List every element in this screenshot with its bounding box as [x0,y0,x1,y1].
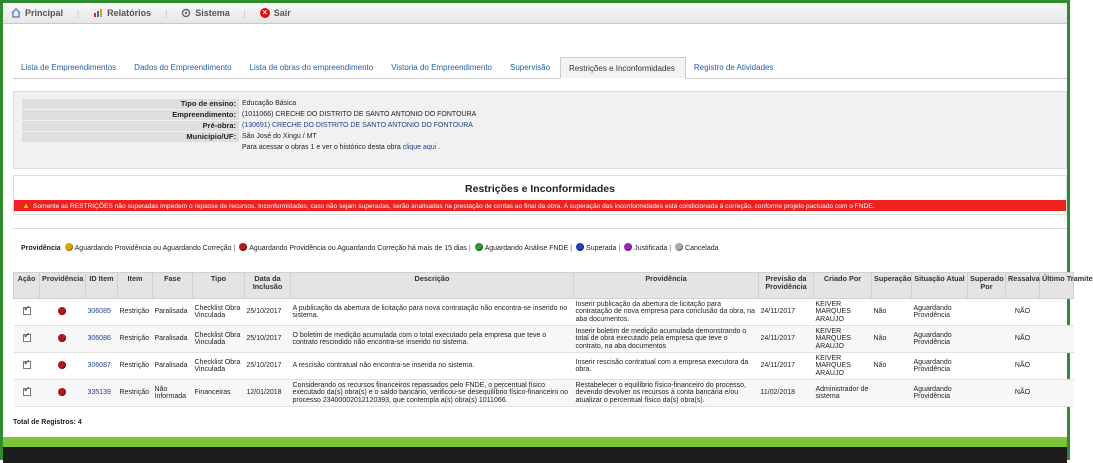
info-row-municipio [22,131,1058,142]
tab-supervisao[interactable]: Supervisão [510,63,551,72]
info-row-preobra [22,120,1058,131]
legend-dot-red [239,243,247,251]
cell-descricao: Considerando os recursos financeiros repassados pelo FNDE, o percentual físico executado da(s) obra(s) e o saldo bancário, verificou-se desequilíbrio físico-financeiro no processo 23400002012120393, que contempla a(s) obra(s) 1011066. [291,380,574,407]
legend-dot-orange [65,243,73,251]
clique-aqui-link[interactable]: clique aqui [402,143,437,151]
legend-dot-gray [675,243,683,251]
cell-fase: Paralisada [153,353,193,380]
tab-restricoes[interactable]: Restrições e Inconformidades [560,57,686,79]
cell-ressalva: NÃO [1006,299,1040,326]
table-row [14,353,1074,380]
tab-lista-obras[interactable]: Lista de obras do empreendimento [249,63,374,72]
cell-previsao: 24/11/2017 [759,299,814,326]
menu-sistema-label: Sistema [195,8,230,18]
cell-situacao: Aguardando Providência [912,353,968,380]
tab-bar [13,57,1067,79]
cell-providencia: Inserir publicação da abertura de licitação para contratação de nova empresa para conclusão da obra, na aba documentos. [574,299,759,326]
col-item: Item [118,273,153,299]
legend-item: Justificada [634,245,668,252]
edit-checkbox[interactable] [23,307,31,315]
cell-providencia: Restabelecer o equilíbrio físico-financeiro do processo, devendo devolver os recursos à conta bancária e/ou atualizar o percentual físico da(s) obra(s). [574,380,759,407]
legend-title: Providência [21,245,61,252]
cell-superado [968,353,1006,380]
total-records: Total de Registros: 4 [13,419,82,426]
acesso-text-wrap [239,143,440,153]
cell-tramite [1040,326,1074,353]
legend-item: Superada [586,245,617,252]
legend-dot-blue [576,243,584,251]
report-icon [93,8,103,18]
gear-icon [181,8,191,18]
section-title: Restrições e Inconformidades [465,183,615,195]
menu-principal[interactable] [11,8,63,18]
col-ultimo-tramite: Último Tramite [1040,273,1074,299]
municipio-label: Município/UF: [22,132,239,142]
col-providencia-icon: Providência [40,273,86,299]
cell-ressalva: NÃO [1006,326,1040,353]
menu-separator: | [165,8,168,18]
cell-data: 25/10/2017 [245,326,291,353]
id-link[interactable]: 306087 [87,362,111,370]
footer-green-bar [3,437,1067,447]
cell-ressalva: NÃO [1006,380,1040,407]
col-acao: Ação [14,273,40,299]
status-red-icon [58,388,66,396]
legend-item: Aguardando Providência ou Aguardando Correção há mais de 15 dias [249,245,467,252]
menu-relatorios[interactable] [93,8,151,18]
cell-criado: KEIVER MARQUES ARAUJO [814,326,872,353]
empreendimento-label: Empreendimento: [22,110,239,120]
close-icon: × [260,8,270,18]
restricoes-table [13,272,1093,407]
cell-criado: Administrador de sistema [814,380,872,407]
col-criado-por: Criado Por [814,273,872,299]
col-descricao: Descrição [291,273,574,299]
cell-item: Restrição [118,299,153,326]
legend: Providência Aguardando Providência ou Aguardando Correção | Aguardando Providência ou Aguardando Correção há mais de 15 dias | Aguardando Análise FNDE | Superada | Justificada | Cancelada [13,228,1067,263]
info-row-empreendimento [22,109,1058,120]
municipio-value: São José do Xingu / MT [242,132,317,140]
cell-descricao: O boletim de medição acumulada com o total executado pela empresa que teve o contrato rescindido não encontra-se inserido no sistema. [291,326,574,353]
info-row-tipo [22,98,1058,109]
acesso-end: . [438,143,441,151]
table-row [14,326,1074,353]
cell-fase: Não Informada [153,380,193,407]
cell-superacao [872,380,912,407]
menu-principal-label: Principal [25,8,64,18]
cell-data: 25/10/2017 [245,299,291,326]
legend-dot-purple [624,243,632,251]
cell-tipo: Checklist Obra Vinculada [193,326,245,353]
col-superado-por: Superado Por [968,273,1006,299]
info-row-acesso [22,142,1058,153]
acesso-spacer [22,143,239,153]
legend-item: Aguardando Análise FNDE [484,245,569,252]
menu-separator: | [77,8,80,18]
cell-ressalva: NÃO [1006,353,1040,380]
edit-checkbox[interactable] [23,388,31,396]
preobra-link[interactable]: (130691) CRECHE DO DISTRITO DE SANTO ANTONIO DO FONTOURA [242,121,473,129]
cell-tramite [1040,353,1074,380]
cell-descricao: A rescisão contratual não encontra-se inserida no sistema. [291,353,574,380]
cell-superacao: Não [872,353,912,380]
cell-item: Restrição [118,326,153,353]
cell-data: 12/01/2018 [245,380,291,407]
preobra-label: Pré-obra: [22,121,239,131]
cell-situacao: Aguardando Providência [912,299,968,326]
tab-vistoria[interactable]: Vistoria do Empreendimento [391,63,492,72]
id-link[interactable]: 306085 [87,308,111,316]
menu-sistema[interactable] [181,8,230,18]
col-superacao: Superação [872,273,912,299]
restricoes-section [13,175,1067,215]
legend-item: Aguardando Providência ou Aguardando Correção [74,245,232,252]
cell-data: 25/10/2017 [245,353,291,380]
id-link[interactable]: 335139 [87,389,111,397]
cell-providencia: Inserir rescisão contratual com a empresa executora da obra. [574,353,759,380]
cell-tipo: Checklist Obra Vinculada [193,299,245,326]
cell-fase: Paralisada [153,299,193,326]
status-red-icon [58,307,66,315]
col-tipo: Tipo [193,273,245,299]
cell-fase: Paralisada [153,326,193,353]
cell-situacao: Aguardando Providência [912,380,968,407]
empreendimento-value: (1011066) CRECHE DO DISTRITO DE SANTO ANTONIO DO FONTOURA [242,110,477,118]
menu-relatorios-label: Relatórios [107,8,152,18]
cell-criado: KEIVER MARQUES ARAUJO [814,299,872,326]
info-panel [13,91,1067,169]
tipo-label: Tipo de ensino: [22,99,239,109]
cell-superado [968,326,1006,353]
col-previsao: Previsão da Providência [759,273,814,299]
table-row [14,380,1074,407]
cell-criado: KEIVER MARQUES ARAUJO [814,353,872,380]
cell-tipo: Checklist Obra Vinculada [193,353,245,380]
legend-dot-green [475,243,483,251]
cell-tramite [1040,299,1074,326]
footer-dark-bar [3,447,1067,463]
col-providencia: Providência [574,273,759,299]
edit-checkbox[interactable] [23,361,31,369]
menu-sair-label: Sair [273,8,291,18]
legend-item: Cancelada [685,245,719,252]
top-menu [3,3,1067,24]
tab-dados-empreendimento[interactable]: Dados do Empreendimento [134,63,232,72]
tab-registro-atividades[interactable]: Registro de Atividades [693,63,774,72]
acesso-text: Para acessar o obras 1 e ver o histórico desta obra [242,143,401,151]
cell-item: Restrição [118,353,153,380]
table-header [14,273,1074,299]
status-red-icon [58,334,66,342]
warning-text: Somente as RESTRIÇÕES não superadas impedem o repasse de recursos. Inconformidades, caso não sejam superadas, serão analisadas na prestação de contas ao final da obra. A superação das inconformidades está condicionada à correção, conforme projeto pactuado com o FNDE. [32,203,875,210]
cell-superacao: Não [872,299,912,326]
home-icon [11,8,21,18]
cell-situacao: Aguardando Providência [912,326,968,353]
col-situacao: Situação Atual [912,273,968,299]
cell-previsao: 24/11/2017 [759,326,814,353]
cell-superado [968,299,1006,326]
cell-superacao: Não [872,326,912,353]
cell-previsao: 24/11/2017 [759,353,814,380]
menu-sair[interactable] [260,8,291,18]
cell-tipo: Financeiras [193,380,245,407]
edit-checkbox[interactable] [23,334,31,342]
cell-tramite [1040,380,1074,407]
col-id-item: ID Item [86,273,118,299]
cell-superado [968,380,1006,407]
warning-banner [14,200,1066,211]
cell-previsao: 11/02/2018 [759,380,814,407]
cell-descricao: A publicação da abertura de licitação para nova contratação não encontra-se inserido no sistema. [291,299,574,326]
cell-providencia: Inserir boletim de medição acumulada demonstrando o total de obra executado pela empresa que teve o contrato, na aba documentos [574,326,759,353]
tipo-value: Educação Básica [242,99,297,107]
id-link[interactable]: 306086 [87,335,111,343]
table-row [14,299,1074,326]
col-data: Data da Inclusão [245,273,291,299]
warning-icon: ▲ [22,201,30,210]
menu-separator: | [243,8,246,18]
col-fase: Fase [153,273,193,299]
tab-lista-empreendimentos[interactable]: Lista de Empreendimentos [21,63,117,72]
col-ressalva: Ressalva [1006,273,1040,299]
cell-item: Restrição [118,380,153,407]
status-red-icon [58,361,66,369]
